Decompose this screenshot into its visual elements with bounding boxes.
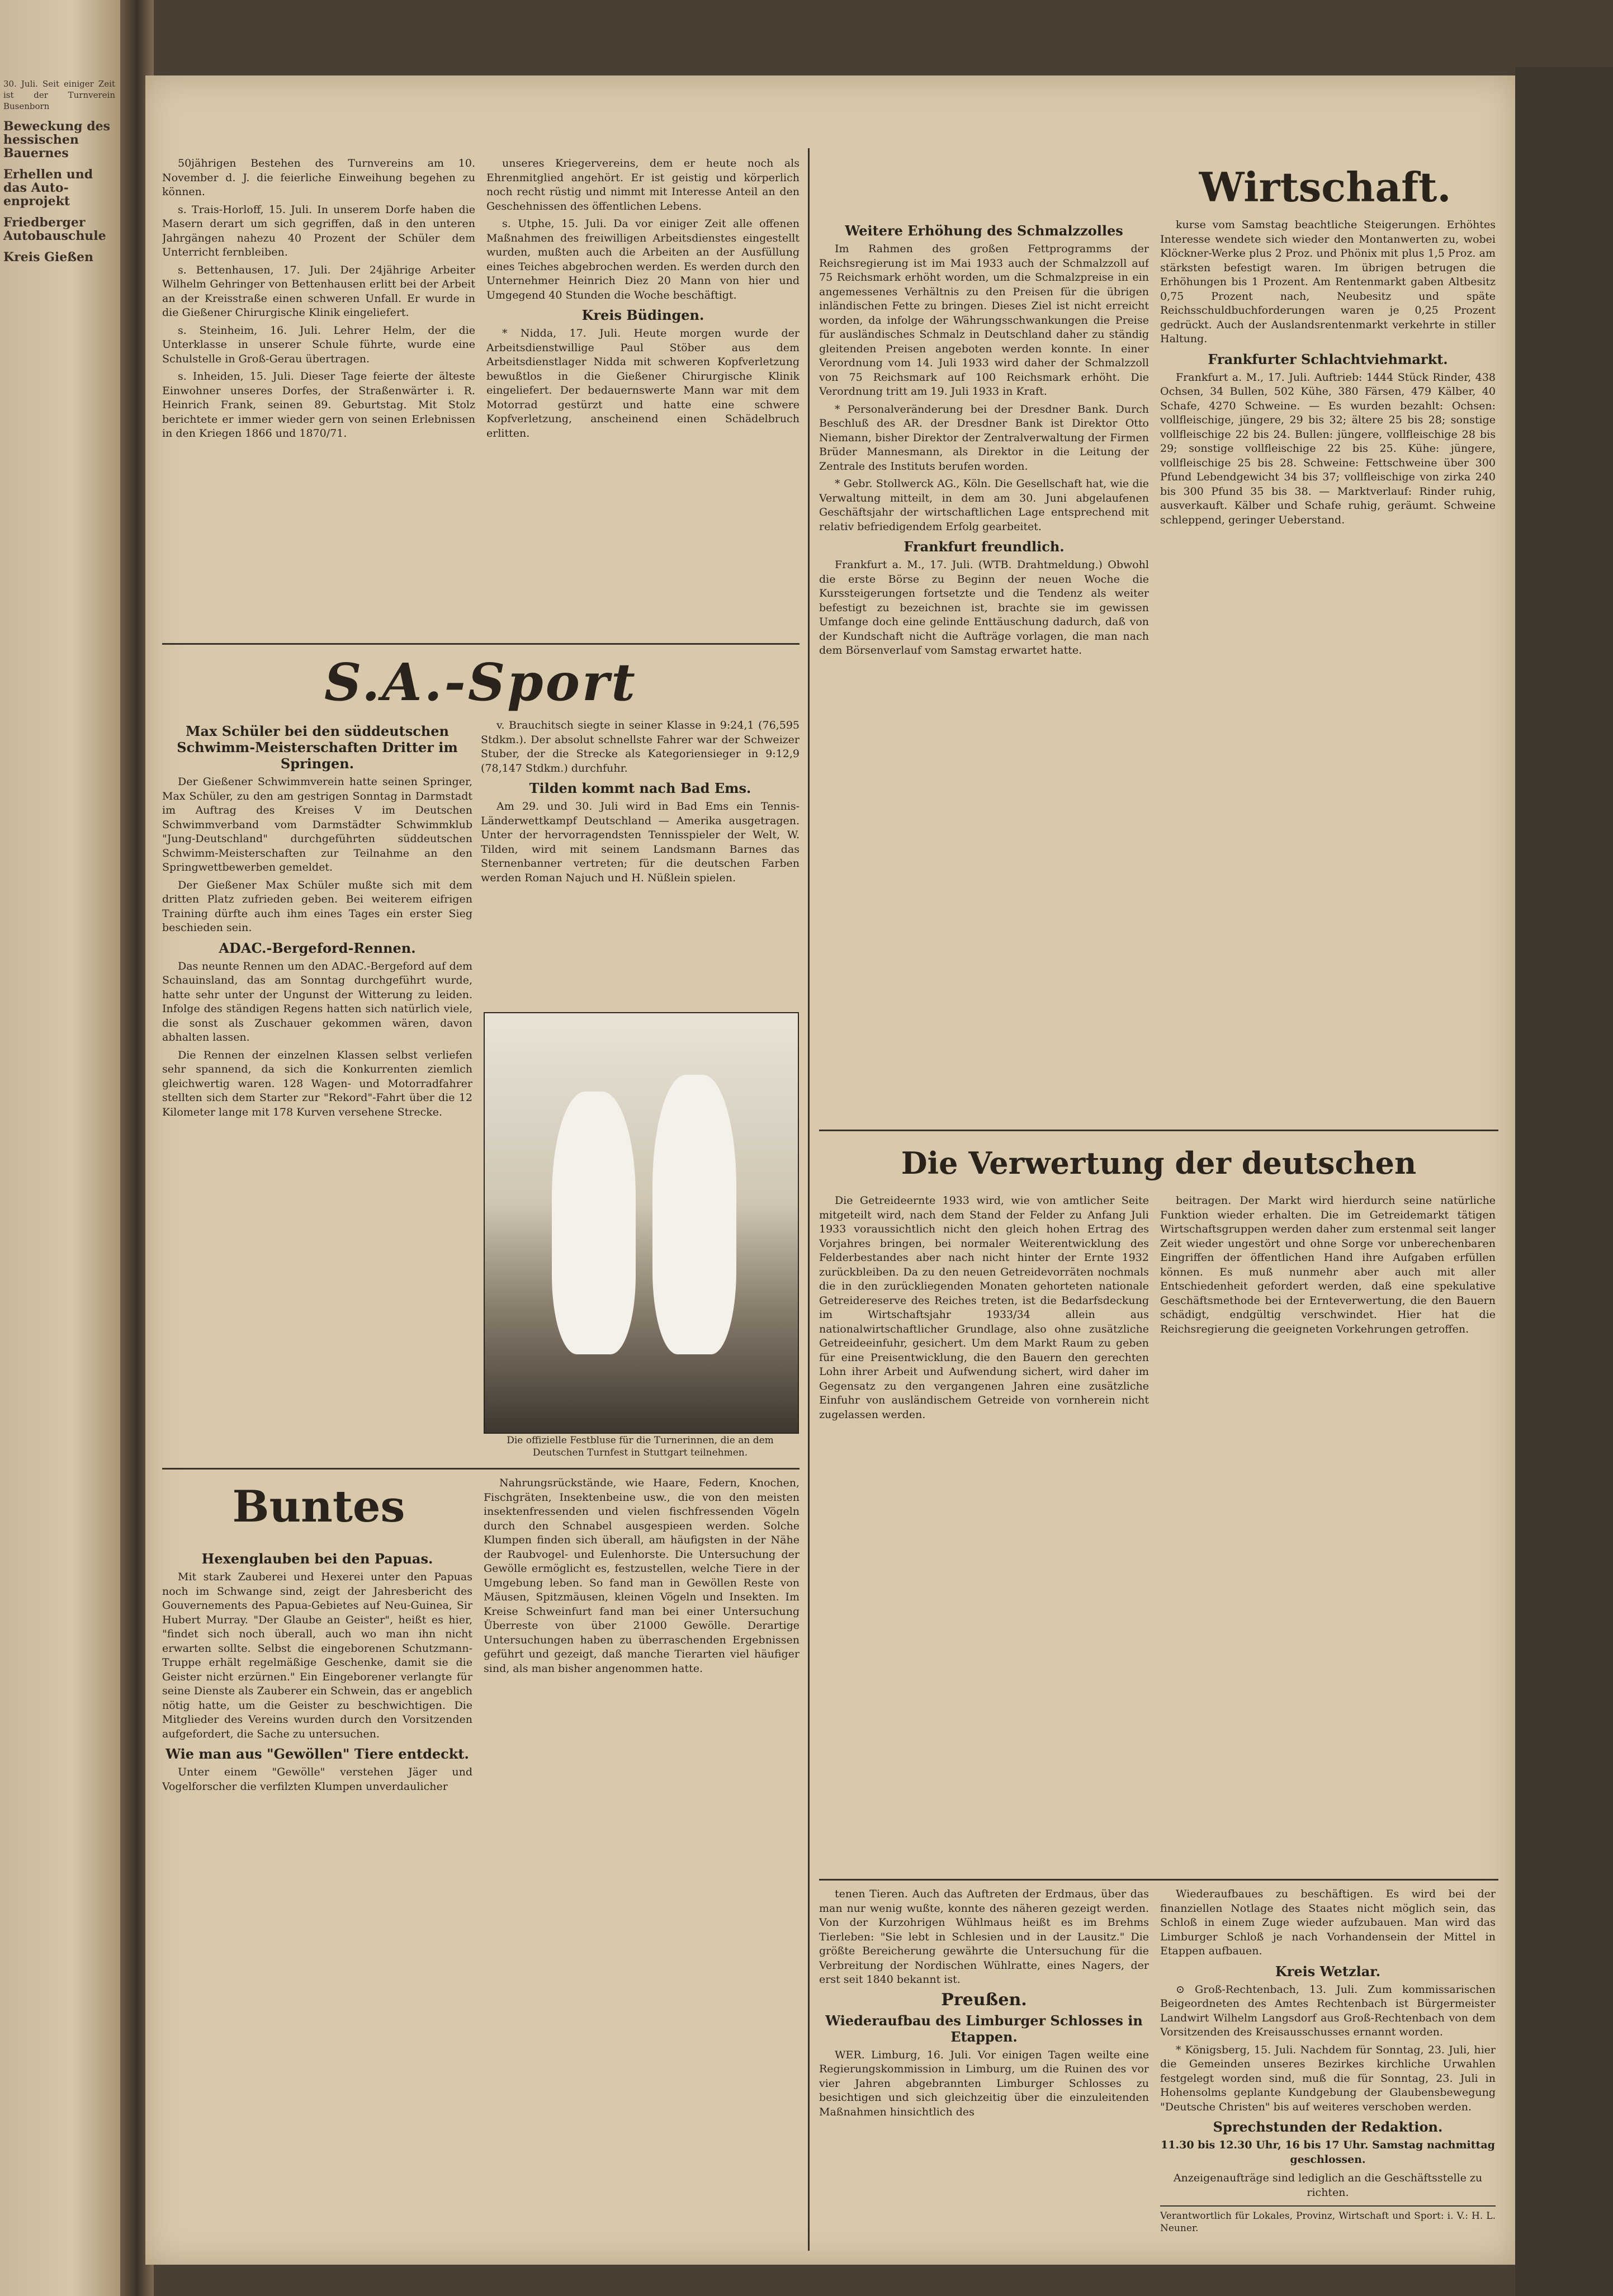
divider [819,1879,1498,1881]
article-paragraph: Am 29. und 30. Juli wird in Bad Ems ein Tennis-Länderwettkampf Deutschland — Amerika ausgetragen. Unter der hervorragendsten Tennisspieler der Welt, W. Tilden, wird mit seinem Landsmann Barnes das Sternenbanner vertreten; für die deutschen Farben werden Roman Najuch und H. Nüßlein spielen. [481,800,800,884]
article-paragraph: s. Trais-Horloff, 15. Juli. In unserem Dorfe haben die Masern derart um sich gegriffen, daß in den unteren Jahrgängen nahezu 40 Prozent der Schüler dem Unterricht fernbleiben. [162,203,475,258]
bottom-column-1 [819,1887,1149,2251]
wirtschaft-column-2 [1160,218,1496,1124]
article-paragraph: Das neunte Rennen um den ADAC.-Bergeford auf dem Schauinsland, das am Sonntag durchgeführt wurde, hatte sehr unter der Ungunst der Witterung zu leiden. Infolge des ständigen Regens hatten sich natürlich viele, die sonst als Zuschauer gekommen wären, davon abhalten lassen. [162,960,472,1043]
background-edge [1515,67,1613,2296]
prev-heading: Kreis Gießen [3,250,93,264]
previous-page-edge [0,0,120,2296]
previous-page-column [3,78,115,267]
allerlei-column-2 [484,1476,800,2251]
article-paragraph: * Königsberg, 15. Juli. Nachdem für Sonntag, 23. Juli, hier die Gemeinden unseres Bezirkes kirchliche Urwahlen festgelegt worden sind, muß die für Sonntag, 23. Juli in Hohensolms geplante Kundgebung der Glaubensbewegung "Deutsche Christen" bis auf weiteres verschoben werden. [1160,2043,1496,2113]
section-heading: Kreis Wetzlar. [1275,1963,1381,1980]
article-paragraph: Unter einem "Gewölle" verstehen Jäger und Vogelforscher die verfilzten Klumpen unverdaulicher [162,1766,472,1793]
article-paragraph: 50jährigen Bestehen des Turnvereins am 10. November d. J. die feierliche Einweihung begehen zu können. [162,157,475,198]
article-headline: Frankfurter Schlachtviehmarkt. [1208,351,1448,367]
article-paragraph: kurse vom Samstag beachtliche Steigerungen. Erhöhtes Interesse wendete sich wieder den Montanwerten zu, wobei Klöckner-Werke plus 2 Proz. und Phönix mit plus 1,5 Proz. am stärksten befestigt waren. Im übrigen betrugen die Erhöhungen bis 1 Prozent. Am Rentenmarkt gaben Altbesitz 0,75 Prozent nach, Neubesitz und späte Reichsschuldbuchforderungen waren je 0,25 Prozent gedrückt. Auch der Auslandsrentenmarkt verkehrte in stiller Haltung. [1160,219,1496,345]
ads-notice: Anzeigenaufträge sind lediglich an die Geschäftsstelle zu richten. [1173,2172,1483,2199]
prev-heading: Friedberger Autobauschule [3,215,106,243]
article-paragraph: Die Getreideernte 1933 wird, wie von amtlicher Seite mitgeteilt wird, nach dem Stand der Felder zu Anfang Juli 1933 voraussichtlich nicht den gleich hohen Ertrag des Vorjahres bringen, bei normaler Weiterentwicklung des Felderbestandes aber nach nicht hinter der Ernte 1932 zurückbleiben. Da zu den neuen Getreidevorräten nochmals die in den zurückliegenden Monaten gehorteten nationale Getreidereserve des Reiches treten, ist die Bedarfsdeckung im Wirtschaftsjahr 1933/34 allein aus nationalwirtschaftlicher Grundlage, also ohne zusätzliche Getreideeinfuhr, gesichert. Um dem Markt Raum zu geben für eine Preisentwicklung, die den Bauern den gerechten Lohn ihrer Arbeit und Aufwendung sichert, wird daher im Gegensatz zu den vergangenen Jahren eine zusätzliche Einfuhr von ausländischem Getreide von vornherein nicht zugelassen werden. [819,1194,1149,1421]
article-paragraph: s. Utphe, 15. Juli. Da vor einiger Zeit alle offenen Maßnahmen des freiwilligen Arbeitsdienstes eingestellt wurden, mußten auch die Arbeiten an der Ausfüllung eines Teiches abgebrochen werden. Es werden durch den Unternehmer Heinrich Diez 20 Mann von hier und Umgegend 40 Stunden die Woche beschäftigt. [486,218,800,301]
allerlei-column-1 [162,1546,472,2251]
office-hours-heading: Sprechstunden der Redaktion. [1213,2119,1443,2135]
article-paragraph: tenen Tieren. Auch das Auftreten der Erdmaus, über das man nur wenig wußte, konnte des näheren gezeigt werden. Von der Kurzohrigen Wühlmaus heißt es im Brehms Tierleben: "Sie lebt in Schlesien und in der Lausitz." Die größte Bereicherung gewährte die Untersuchung für die Verbreitung der Nordischen Wühlratte, eines Nagers, der erst seit 1840 bekannt ist. [819,1888,1149,1986]
article-headline: Max Schüler bei den süddeutschen Schwimm-Meisterschaften Dritter im Springen. [177,723,458,772]
article-paragraph: * Nidda, 17. Juli. Heute morgen wurde der Arbeitsdienstwillige Paul Stöber aus dem Arbeitsdienstlager Nidda mit schweren Kopfverletzung bewußtlos in die Gießener Chirurgische Klinik eingeliefert. Der bedauernswerte Mann war mit dem Motorrad gestürzt und hatte eine schwere Kopfverletzung, anscheinend einen Schädelbruch erlitten. [486,327,800,440]
article-paragraph: Die Rennen der einzelnen Klassen selbst verliefen sehr spannend, da sich die Konkurrenten ziemlich gleichwertig waren. 128 Wagen- und Motorradfahrer stellten sich dem Starter zur "Rekord"-Fahrt über die 12 Kilometer lange mit 178 Kurven versehene Strecke. [162,1048,472,1118]
prev-fragment: 30. Juli. Seit einiger Zeit ist der Turnverein Busenborn [3,79,115,111]
sport-title: S.A.-Sport [324,652,637,712]
allerlei-title: Buntes [232,1481,405,1532]
divider [819,1130,1498,1131]
article-paragraph: unseres Kriegervereins, dem er heute noch als Ehrenmitglied angehört. Er ist geistig und körperlich noch recht rüstig und nimmt mit Interesse Anteil an den Geschehnissen des öffentlichen Lebens. [486,157,800,212]
section-heading: Preußen. [941,1990,1027,2010]
wirtschaft-title: Wirtschaft. [1199,163,1451,211]
article-headline: Hexenglauben bei den Papuas. [201,1551,433,1567]
newspaper-page [145,75,1515,2265]
photo-caption: Die offizielle Festbluse für die Turnerinnen, die an dem Deutschen Turnfest in Stuttgart teilnehmen. [507,1435,774,1458]
photo-figure [652,1075,736,1354]
wirtschaft-column-1 [819,218,1149,1124]
article-paragraph: Mit stark Zauberei und Hexerei unter den Papuas noch im Schwange sind, zeigt der Jahresbericht des Gouvernements des Papua-Gebietes auf Neu-Guinea, Sir Hubert Murray. "Der Glaube an Geister", heißt es hier, "findet sich noch überall, auch wo man ihn nicht erwarten sollte. Selbst die eingeborenen Schutzmann-Truppe erhält regelmäßige Geschenke, damit sie die Geister nicht erzürnen." Ein Eingeborener verlangte für seine Dienste als Zauberer ein Schwein, das er angeblich nötig hatte, um die Geister zu beschwichtigen. Die Mitglieder des Vereins wurden durch den Vorsitzenden aufgefordert, die Sache zu untersuchen. [162,1571,472,1740]
prev-heading: Erhellen und das Auto-enprojekt [3,167,93,209]
article-paragraph: Frankfurt a. M., 17. Juli. (WTB. Drahtmeldung.) Obwohl die erste Börse zu Beginn der neuen Woche die Kurssteigerungen fortsetzte und die Tendenz als weiter befestigt zu bezeichnen ist, brachte sie im gewissen Umfange doch eine gelinde Enttäuschung dadurch, daß von der Kundschaft nicht die Aufträge vorlagen, die man nach dem Börsenverlauf vom Samstag erwartet hatte. [819,559,1149,656]
article-headline: Wie man aus "Gewöllen" Tiere entdeckt. [165,1746,469,1762]
article-paragraph: ⊙ Groß-Rechtenbach, 13. Juli. Zum kommissarischen Beigeordneten des Amtes Rechtenbach ist Bürgermeister Landwirt Wilhelm Langsdorf aus Groß-Rechtenbach von dem Vorsitzenden des Kreisausschusses ernannt worden. [1160,1983,1496,2038]
article-paragraph: Der Gießener Max Schüler mußte sich mit dem dritten Platz zufrieden geben. Bei weiterem eifrigen Training dürfte auch ihm eines Tages ein erster Sieg beschieden sein. [162,878,472,934]
getreide-title: Die Verwertung der deutschen [901,1145,1417,1181]
getreide-column-2 [1160,1194,1496,1873]
article-headline: Weitere Erhöhung des Schmalzzolles [845,223,1123,239]
photo-figure [552,1092,636,1354]
getreide-column-1 [819,1194,1149,1873]
article-paragraph: s. Inheiden, 15. Juli. Dieser Tage feierte der älteste Einwohner unseres Dorfes, der Straßenwärter i. R. Heinrich Frank, seinen 89. Geburtstag. Mit Stolz berichtete er immer wieder gern von seinen Erlebnissen in den Kriegen 1866 und 1870/71. [162,370,475,440]
article-paragraph: * Personalveränderung bei der Dresdner Bank. Durch Beschluß des AR. der Dresdner Bank ist Direktor Otto Niemann, bisher Direktor der Zentralverwaltung der Firmen Brüder Mannesmann, als Direktor in die Leitung der Zentrale des Instituts berufen worden. [819,403,1149,473]
divider [162,1468,800,1470]
section-heading: Kreis Büdingen. [581,307,704,323]
article-paragraph: * Gebr. Stollwerck AG., Köln. Die Gesellschaft hat, wie die Verwaltung mitteilt, in dem am 30. Juni abgelaufenen Geschäftsjahr der wirtschaftlichen Lage entsprechend mit relativ befriedigendem Erfolg gearbeitet. [819,478,1149,533]
article-paragraph: Im Rahmen des großen Fettprogramms der Reichsregierung ist im Mai 1933 auch der Schmalzzoll auf 75 Reichsmark erhöht worden, um die Schmalzpreise in ein angemessenes Verhältnis zu den Preisen für die übrigen inländischen Fette zu bringen. Dieses Ziel ist nicht erreicht worden, da infolge der Währungsschwankungen die Preise für ausländisches Schmalz in Deutschland daher zu ständig gleitenden Preisen angeboten werden konnte. In einer Verordnung vom 14. Juli 1933 wird daher der Schmalzzoll von 75 Reichsmark auf 100 Reichsmark erhöht. Die Verordnung tritt am 19. Juli 1933 in Kraft. [819,243,1149,398]
article-paragraph: WER. Limburg, 16. Juli. Vor einigen Tagen weilte eine Regierungskommission in Limburg, um die Ruinen des vor vier Jahren abgebrannten Limburger Schlosses zu besichtigen und sich gleichzeitig über die einzuleitenden Maßnahmen hinsichtlich des [819,2048,1149,2118]
article-headline: Tilden kommt nach Bad Ems. [529,780,751,796]
office-hours: 11.30 bis 12.30 Uhr, 16 bis 17 Uhr. Samstag nachmittag geschlossen. [1161,2139,1495,2166]
sport-column-2 [481,719,800,998]
article-paragraph: s. Steinheim, 16. Juli. Lehrer Helm, der die Unterklasse in unserer Schule führte, wurde eine Schulstelle in Groß-Gerau übertragen. [162,324,475,365]
article-headline: Wiederaufbau des Limburger Schlosses in Etappen. [825,2012,1143,2045]
article-paragraph: Wiederaufbaues zu beschäftigen. Es wird bei der finanziellen Notlage des Staates nicht möglich sein, das Schloß in einem Zuge wieder aufzubauen. Man wird das Limburger Schloß je nach Vorhandensein der Mittel in Etappen aufbauen. [1160,1888,1496,1957]
article-paragraph: Nahrungsrückstände, wie Haare, Federn, Knochen, Fischgräten, Insektenbeine usw., die von den meisten insektenfressenden und vielen fischfressenden Vögeln durch den Schnabel ausgespieen werden. Solche Klumpen finden sich überall, am häufigsten in der Nähe der Raubvogel- und Eulenhorste. Die Untersuchung der Gewölle ermöglicht es, festzustellen, welche Tiere in der Umgebung leben. So fand man in Gewöllen Reste von Mäusen, Spitzmäusen, kleinen Vögeln und Insekten. Im Kreise Schweinfurt fand man bei einer Untersuchung Überreste von über 21000 Gewölle. Derartige Untersuchungen haben zu überraschenden Ergebnissen geführt und gezeigt, daß manche Tierarten viel häufiger sind, als man bisher angenommen hatte. [484,1477,800,1675]
article-headline: Frankfurt freundlich. [904,538,1065,555]
article-paragraph: Der Gießener Schwimmverein hatte seinen Springer, Max Schüler, zu den am gestrigen Sonntag in Darmstadt im Auftrag des Kreises V im Deutschen Schwimmverband vom Darmstädter Schwimmklub "Jung-Deutschland" durchgeführten süddeutschen Schwimm-Meisterschaften zur Teilnahme an den Springwettbewerben gemeldet. [162,776,472,873]
article-paragraph: v. Brauchitsch siegte in seiner Klasse in 9:24,1 (76,595 Stdkm.). Der absolut schnellste Fahrer war der Schweizer Stuber, der die Strecke als Kategoriensieger in 9:12,9 (78,147 Stdkm.) durchfuhr. [481,719,800,774]
prev-heading: Beweckung des hessischen Bauernes [3,119,110,160]
article-paragraph: s. Bettenhausen, 17. Juli. Der 24jährige Arbeiter Wilhelm Gehringer von Bettenhausen erlitt bei der Arbeit an der Kreisstraße einen schweren Unfall. Er wurde in die Gießener Chirurgische Klinik eingeliefert. [162,263,475,319]
article-headline: ADAC.-Bergeford-Rennen. [219,939,416,956]
column-divider [808,148,810,2251]
bottom-column-2 [1160,1887,1496,2251]
sport-column-1 [162,719,472,1451]
divider [162,643,800,645]
article-paragraph: Frankfurt a. M., 17. Juli. Auftrieb: 1444 Stück Rinder, 438 Ochsen, 34 Bullen, 502 Kühe, 380 Färsen, 479 Kälber, 40 Schafe, 4270 Schweine. — Es wurden bezahlt: Ochsen: vollfleischige, jüngere, 29 bis 32; ältere 25 bis 28; sonstige vollfleischige 22 bis 24. Bullen: jüngere, vollfleischige 28 bis 29; sonstige vollfleischige 22 bis 25. Kühe: jüngere, vollfleischige 25 bis 28. Schweine: Fettschweine über 300 Pfund Lebendgewicht 34 bis 37; vollfleischige von zirka 240 bis 300 Pfund 35 bis 38. — Marktverlauf: Rinder ruhig, ausverkauft. Kälber und Schafe ruhig, geräumt. Schweine schleppend, geringer Ueberstand. [1160,371,1496,526]
turnfest-photo [484,1012,799,1434]
responsible-editor: Verantwortlich für Lokales, Provinz, Wirtschaft und Sport: i. V.: H. L. Neuner. [1160,2205,1496,2234]
article-paragraph: beitragen. Der Markt wird hierdurch seine natürliche Funktion wieder erhalten. Die im Getreidemarkt tätigen Wirtschaftsgruppen werden daher zum erstenmal seit langer Zeit wieder ungestört und ohne Sorge vor unberechenbaren Eingriffen der öffentlichen Hand ihre Aufgaben erfüllen können. Es muß nunmehr aber auch mit aller Entschiedenheit gefordert werden, daß eine spekulative Geschäftsmethode bei der Ernteverwertung, die den Bauern schädigt, endgültig verschwindet. Hier hat die Reichsregierung die geeigneten Vorkehrungen getroffen. [1160,1194,1496,1335]
top-left-column-2 [486,157,800,637]
top-left-column-1 [162,157,475,637]
